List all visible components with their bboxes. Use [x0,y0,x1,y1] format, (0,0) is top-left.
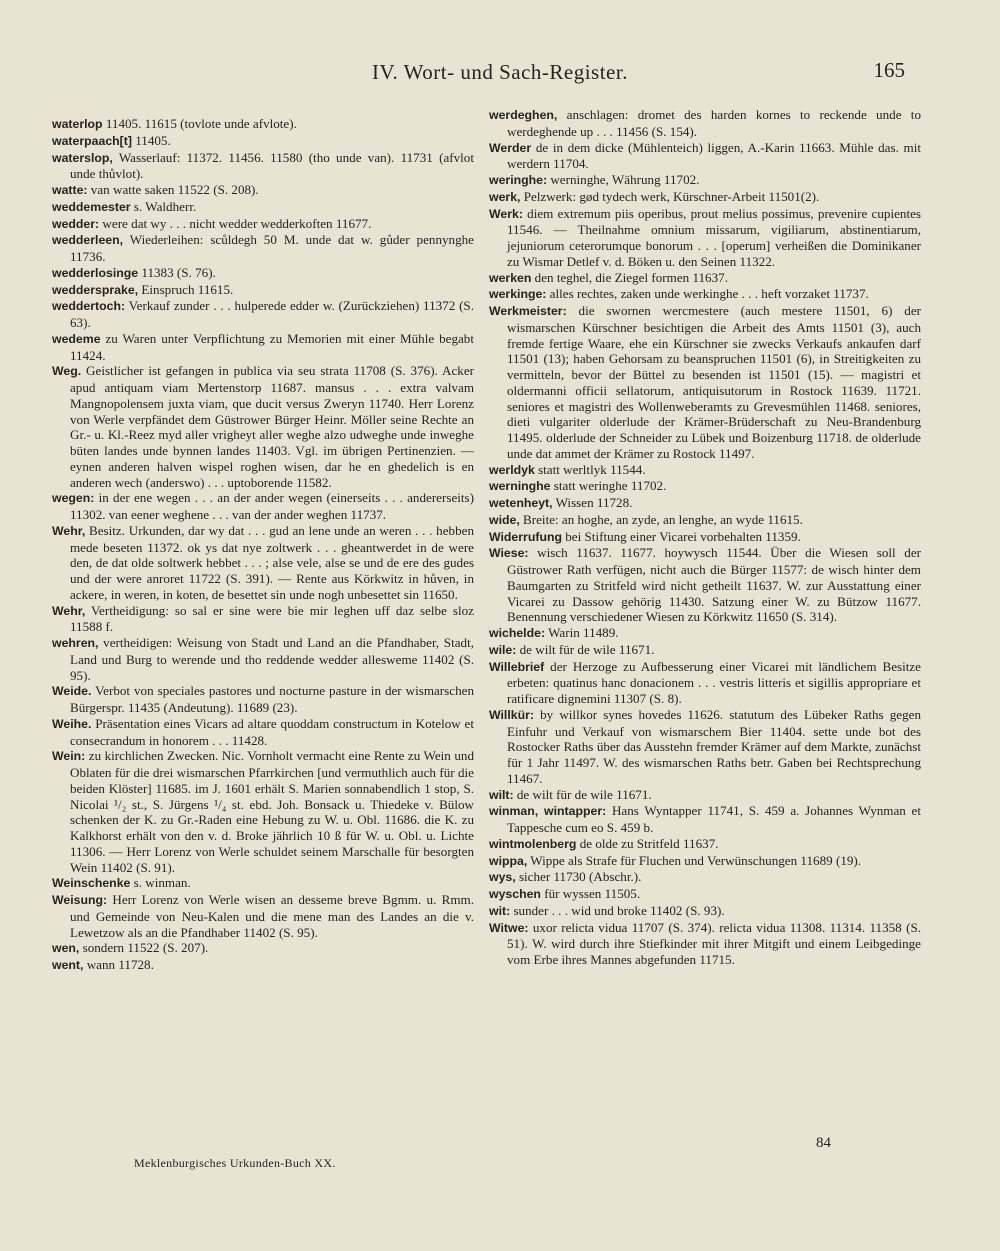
entry-lemma: Wehr, [52,603,86,618]
index-entry [52,523,474,603]
entry-lemma: Werkmeister: [489,304,567,318]
index-entry [52,199,474,216]
index-entry [52,490,474,523]
entry-text: sondern 11522 (S. 207). [79,940,209,956]
index-entry [52,635,474,683]
index-entry [489,140,921,173]
entry-lemma: wedderleen, [52,233,124,248]
index-entry [489,642,921,659]
entry-text: de olde zu Stritfeld 11637. [576,835,719,851]
index-entry [52,298,474,331]
entry-text: Besitz. Urkunden, dar wy dat . . . gud an lene unde an weren . . . hebben mede beseten 11372. ok ys dat nye zoltwerk . . . gheantwerdet in de were den, de dat olde soltwerk hebbet . . . ; alse vele, alse se und de ere des gudes und der were anroret 11722 (S. 391). — Rente aus Körkwitz in hůven, in ackere, in weren, in koten, de besettet sin unde nogh unbesettet sin 11650. [70,522,474,602]
entry-lemma: wit: [489,903,511,918]
entry-lemma: waterlop [52,117,103,131]
index-entry [52,133,474,150]
index-entry [52,232,474,265]
source-footer: Meklenburgisches Urkunden-Buch XX. [134,1156,336,1170]
entry-text: vertheidigen: Weisung von Stadt und Land an die Pfandhaber, Stadt, Land und Burg to werende und tho reddende wedder allesweme 11402 (S. 95). [70,635,474,683]
entry-text: were dat wy . . . nicht wedder wedderkoften 11677. [99,215,372,231]
entry-text: by willkor synes hovedes 11626. statutum des Lübeker Raths gegen Einfuhr und Verkauf von wismarschem Bier 11404. sette unde bot des Rostocker Raths über das Ausstehn fremder Krämer auf dem Markte, zunächst für 1 Jahr 11497. W. des wismarschen Raths betr. Gaben bei Rechtsprechung 11467. [507,706,921,786]
entry-lemma: wippa, [489,853,528,868]
printer-signature: 84 [816,1135,831,1151]
index-entry [489,853,921,870]
index-entry [489,303,921,462]
entry-text: alles rechtes, zaken unde werkinghe . . . heft vorzaket 11737. [546,286,869,302]
entry-text: Herr Lorenz von Werle wisen an desseme breve Bgmm. u. Rmm. und Gemeinde von Neu-Kalen und die mene man des Landes an die v. Lewetzow als an die Pfandhaber 11402 (S. 95). [70,892,474,940]
index-entry [489,189,921,206]
entry-text: werninghe, Währung 11702. [547,172,700,187]
entry-text: die swornen wercmestere (auch mestere 11501, 6) der wismarschen Kürschner besichtigen die Arbeit des Amts 11501 (3), auch fremde fertige Waare, ehe ein Kürschner sie zwecks Verkaufs ankaufen darf 11501 (13); haben Gehorsam zu beanspruchen 11501 (6), in Streitigkeiten zu vermitteln, bevor der Büttel zu besenden ist 11501 (15). — magistri et oldermanni officii sellatorum, antiquisutorum in Rostock 11639. 11721. seniores et magistri des Wollenweberamts zu Grevesmühlen 11468. seniores, dieti vulgariter olderlude der Krämer-Brüderschaft zu Neu-Brandenburg 11495. olderlude der Schneider zu Lübek und Boizenburg 11718. de olderlude unde dat ammet der Krämer zu Rostock 11497. [507,303,921,461]
entry-lemma: wyschen [489,887,541,901]
index-column-right [489,107,921,968]
entry-text: wann 11728. [83,957,154,972]
entry-lemma: werk, [489,189,521,204]
entry-text: zu kirchlichen Zwecken. Nic. Vornholt vermacht eine Rente zu Wein und Oblaten für die drei wismarschen Pfarrkirchen [und vermuthlich auch für die beiden Klöster] 11685. im J. 1601 erhält S. Marien sonnabendlich 1 stop, S. Nicolai ¹/₂ st., S. Jürgens ¹/₄ st. ebd. Joh. Bonsack u. Thiedeke v. Bülow schenken der K. zu Gr.-Raden eine Hebung zu W. u. Obl. 11686. die K. zu Kalkhorst erhält von den v. d. Broke jährlich 10 ß für W. u. Obl. u. Lichte 11306. — Herr Lorenz von Werle schuldet seinem Marschalle für besorgten Wein 11402 (S. 91). [70,748,474,875]
index-entry [52,363,474,490]
entry-text: Einspruch 11615. [138,281,234,297]
entry-text: wisch 11637. 11677. hoywysch 11544. Über die Wiesen soll der Güstrower Rath verfügen, nicht auch die Bürger 11577: de wisch hinter dem Baumgarten zu Stritfeld wird nicht getheilt 11637. W. zur Ausstattung einer Vicarei zu Dassow gehörig 11430. Satzung einer W. zu Bützow 11677. Benennung verschiedener Wiesen zu Körkwitz 11650 (S. 314). [507,545,921,625]
index-entry [52,716,474,749]
entry-text: statt werltlyk 11544. [534,461,646,477]
entry-text: de in dem dicke (Mühlenteich) liggen, A.-Karin 11663. Mühle das. mit werdern 11704. [507,139,921,172]
entry-text: Verbot von speciales pastores und nocturne pasture in der wismarschen Bürgerspr. 11435 (Andeutung). 11689 (23). [70,683,474,715]
entry-text: den teghel, die Ziegel formen 11637. [531,269,728,285]
entry-lemma: Wiese: [489,546,529,561]
index-entry [489,803,921,836]
entry-text: Geistlicher ist gefangen in publica via seu strata 11708 (S. 376). Acker apud antiquam viam Mertenstorp 11687. mansus . . . extra valvam Mangnopolensem juxta viam, que ducit versus Zweryn 11740. Herr Lorenz von Werle verpfändet dem Güstrower Bürger Heinr. Möller seine Rechte an Gr.- u. Kl.-Reez myd aller vrigheyt aller weghe alzo udweghe unde inweghe büten landes unde bynnen landes 11403. Vgl. im übrigen Pertinenzien. — eynen anderen halven wispel roghen wisen, dar he en ghedelich is en anderen wech (anderswo) . . . uptoborende 11582. [70,363,474,490]
index-entry [489,625,921,642]
index-entry [52,940,474,957]
entry-lemma: werninghe [489,479,551,494]
entry-text: uxor relicta vidua 11707 (S. 374). relicta vidua 11308. 11314. 11358 (S. 51). W. wird durch ihre Stiefkinder mit ihrer Mitgift und einem Leibgedinge vom Erbe ihres Mannes abgefunden 11715. [507,919,921,967]
entry-lemma: weddemester [52,199,131,214]
entry-lemma: weddersprake, [52,282,139,297]
index-entry [52,150,474,183]
entry-lemma: went, [52,958,84,972]
index-entry [52,957,474,974]
index-entry [489,836,921,853]
index-entry [52,182,474,199]
entry-lemma: wichelde: [489,626,546,640]
entry-lemma: wen, [52,941,80,956]
entry-lemma: Wehr, [52,523,86,538]
entry-text: 11405. [131,132,171,148]
entry-text: Hans Wyntapper 11741, S. 459 a. Johannes Wynman et Tappesche cum eo S. 459 b. [507,803,921,835]
entry-lemma: Willebrief [489,659,545,674]
index-entry [52,748,474,875]
page-number: 165 [873,58,905,82]
entry-lemma: Weide. [52,684,92,699]
entry-lemma: wys, [489,870,516,885]
entry-text: sicher 11730 (Abschr.). [515,869,642,885]
index-entry [489,478,921,495]
entry-lemma: Wein: [52,749,86,764]
entry-text: Wissen 11728. [552,495,633,510]
entry-lemma: werdeghen, [489,108,558,122]
page-title: IV. Wort- und Sach-Register. [372,60,628,84]
entry-lemma: waterpaach[t] [52,133,132,148]
index-entry [489,206,921,270]
entry-text: van watte saken 11522 (S. 208). [87,182,259,197]
entry-lemma: Werder [489,140,532,155]
index-entry [489,270,921,287]
entry-lemma: wedder: [52,216,100,231]
index-entry [489,495,921,512]
entry-lemma: Weihe. [52,716,92,731]
index-entry [489,787,921,804]
entry-text: Warin 11489. [545,625,619,640]
entry-lemma: Widerrufung [489,529,562,544]
entry-lemma: watte: [52,183,88,197]
index-entry [489,920,921,968]
index-entry [52,603,474,636]
entry-text: zu Waren unter Verpflichtung zu Memorien mit einer Mühle begabt 11424. [70,330,474,363]
index-column-left [52,116,474,974]
entry-text: diem extremum piis operibus, prout melius possimus, prevenire cupientes 11546. — Theilnahme omnium missarum, vigiliarum, abstinentiarum, jejuniorum ceterorumque bonorum . . . [operum] verheißen die Dominikaner zu Wismar Detlef v. d. Böken u. den Seinen 11322. [507,205,921,269]
entry-text: der Herzoge zu Aufbesserung einer Vicarei mit ländlichem Besitze erbeten: quatinus hanc donacionem . . . vestris litteris et sigillis appropriare et ratificare dignemini 11307 (S. 8). [507,658,921,706]
entry-lemma: Werk: [489,206,523,221]
index-entry [489,545,921,625]
entry-lemma: weddertoch: [52,299,126,314]
index-entry [52,265,474,282]
entry-lemma: wilt: [489,787,514,802]
entry-text: für wyssen 11505. [540,886,641,901]
entry-lemma: wedeme [52,331,101,346]
index-entry [489,659,921,707]
entry-lemma: Weisung: [52,893,108,907]
entry-text: anschlagen: dromet des harden kornes to reckende unde to werdeghende up . . . 11456 (S. 154). [507,107,921,139]
entry-lemma: werken [489,270,532,285]
entry-text: Wiederleihen: scůldegh 50 M. unde dat w. gůder pennynghe 11736. [70,232,474,264]
index-entry [52,331,474,364]
entry-lemma: winman, wintapper: [489,804,607,819]
entry-text: Vertheidigung: so sal er sine were bie mir leghen uff daz selbe sloz 11588 f. [70,602,474,635]
index-entry [489,886,921,903]
index-entry [489,903,921,920]
index-entry [489,172,921,189]
entry-lemma: weringhe: [489,173,548,187]
entry-text: 11405. 11615 (tovlote unde afvlote). [102,116,297,131]
index-entry [489,512,921,529]
index-entry [489,529,921,546]
entry-lemma: wintmolenberg [489,836,577,851]
entry-text: sunder . . . wid und broke 11402 (S. 93). [510,902,725,918]
entry-lemma: Willkür: [489,707,534,722]
entry-lemma: werkinge: [489,287,547,302]
entry-text: in der ene wegen . . . an der ander wegen (einerseits . . . andererseits) 11302. van eener weghene . . . van der ander weghen 11737. [70,490,474,522]
entry-lemma: wegen: [52,491,95,506]
entry-text: Verkauf zunder . . . hulperede edder w. (Zurückziehen) 11372 (S. 63). [70,298,474,330]
entry-text: Breite: an hoghe, an zyde, an lenghe, an wyde 11615. [519,511,803,527]
entry-lemma: Weinschenke [52,876,131,891]
index-entry [52,875,474,892]
index-entry [52,683,474,716]
index-entry [52,216,474,233]
entry-lemma: Weg. [52,364,82,379]
index-entry [489,462,921,479]
entry-text: bei Stiftung einer Vicarei vorbehalten 11359. [561,528,801,544]
entry-text: s. Waldherr. [130,198,197,214]
entry-lemma: wedderlosinge [52,265,139,280]
entry-text: Wasserlauf: 11372. 11456. 11580 (tho unde van). 11731 (afvlot unde thůvlot). [70,149,474,182]
entry-lemma: waterslop, [52,150,113,165]
entry-lemma: werldyk [489,462,535,477]
entry-text: de wilt für de wile 11671. [513,786,652,802]
entry-text: Pelzwerk: gød tydech werk, Kürschner-Arbeit 11501(2). [520,188,820,204]
entry-lemma: wile: [489,642,517,657]
entry-text: de wilt für de wile 11671. [516,641,655,657]
index-entry [52,892,474,940]
entry-text: s. winman. [130,875,191,891]
entry-lemma: wide, [489,512,520,527]
entry-lemma: wehren, [52,636,99,650]
entry-text: Präsentation eines Vicars ad altare quoddam constructum in Kotelow et consecrandum in honorem . . . 11428. [70,715,474,748]
entry-text: Wippe als Strafe für Fluchen und Verwünschungen 11689 (19). [527,852,862,868]
entry-lemma: wetenheyt, [489,496,553,510]
entry-text: statt weringhe 11702. [550,478,667,494]
index-entry [489,107,921,140]
index-entry [52,282,474,299]
index-entry [489,869,921,886]
index-entry [489,286,921,303]
entry-lemma: Witwe: [489,920,529,935]
index-entry [489,707,921,787]
index-entry [52,116,474,133]
entry-text: 11383 (S. 76). [138,264,216,280]
